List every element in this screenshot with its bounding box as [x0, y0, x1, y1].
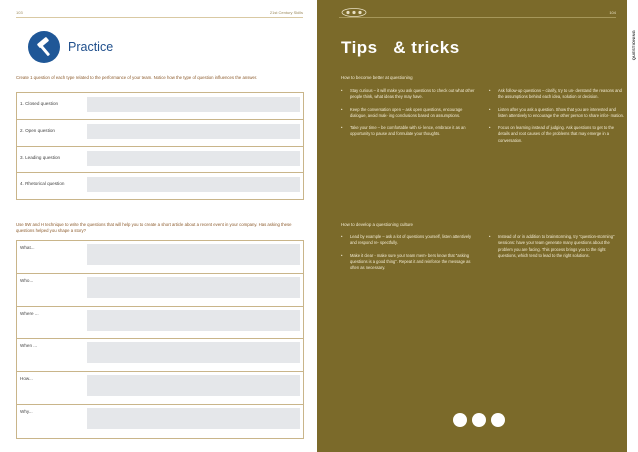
- right-page-number: 104: [609, 10, 616, 15]
- dot-icon: [453, 413, 467, 427]
- left-page-header: [16, 8, 303, 18]
- practice-title: Practice: [68, 40, 114, 54]
- answer-field[interactable]: [87, 124, 300, 139]
- answer-field[interactable]: [87, 310, 300, 331]
- answer-field[interactable]: [87, 97, 300, 112]
- wh-row: [17, 307, 303, 340]
- tips-title: Tips & tricks: [341, 38, 460, 57]
- tip-item: • Focus on learning instead of judging. Ask questions to get to the details and root causes of the problems that may emerge in a conversation.: [489, 125, 625, 144]
- decorative-dots: [453, 413, 507, 427]
- section-heading: How to develop a questioning culture: [341, 222, 414, 227]
- question-row: [17, 120, 303, 147]
- tips-column: [489, 234, 625, 265]
- tip-item: • Take your time – be comfortable with si- lence, embrace it as an opportunity to pause and formulate your thoughts.: [341, 125, 477, 138]
- wh-label: Where ...: [20, 310, 39, 316]
- wh-row: [17, 241, 303, 274]
- instruction-5w-h: Use 5W and H technique to write the questions that will help you to create a short article about a recent event in your company. Has asking these questions helped you shape a story?: [16, 222, 292, 233]
- wh-label: Who...: [20, 277, 34, 283]
- spine-tab: [627, 0, 638, 452]
- section-heading: How to become better at questioning: [341, 75, 413, 80]
- tip-item: • Keep the conversation open – ask open questions, encourage dialogue, avoid mak- ing conclusions based on assumptions.: [341, 107, 477, 120]
- question-label: 2. Open question: [20, 127, 55, 133]
- tips-column: [489, 88, 625, 150]
- wh-questions-table: [16, 240, 304, 439]
- answer-field[interactable]: [87, 408, 300, 429]
- wh-row: [17, 405, 303, 438]
- wh-row: [17, 339, 303, 372]
- tips-column: [341, 234, 477, 277]
- question-label: 4. Rhetorical question: [20, 181, 65, 187]
- tips-column: [341, 88, 477, 144]
- answer-field[interactable]: [87, 177, 300, 192]
- left-page-number: 103: [16, 10, 23, 15]
- tip-item: • Stay curious – it will make you ask questions to check out what other people think, what ideas they may have.: [341, 88, 477, 101]
- wh-label: When ...: [20, 343, 38, 349]
- question-row: [17, 173, 303, 200]
- dot-icon: [491, 413, 505, 427]
- answer-field[interactable]: [87, 277, 300, 298]
- question-types-table: [16, 92, 304, 200]
- tip-item: • Listen after you ask a question. Show that you are interested and listen attentively to encourage the other person to share infor- mation.: [489, 107, 625, 120]
- question-label: 3. Leading question: [20, 154, 61, 160]
- hammer-icon: [28, 31, 60, 63]
- tip-item: • Make it clear - make sure your team mem- bers know that "asking questions is a good thing". Repeat it and reinforce the message as often as necessary.: [341, 253, 477, 272]
- instruction-question-types: Create 1 question of each type related to the performance of your team. Notice how the type of question influences the answer.: [16, 75, 258, 80]
- question-row: [17, 147, 303, 174]
- question-label: 1. Closed question: [20, 101, 59, 106]
- question-row: [17, 93, 303, 120]
- wh-label: What...: [20, 245, 35, 250]
- right-page-header: [339, 8, 616, 18]
- left-page: [0, 0, 317, 452]
- wh-row: [17, 372, 303, 405]
- wh-label: How...: [20, 376, 33, 382]
- left-header-title: 21st Century Skills: [269, 10, 303, 15]
- publisher-logo-icon: [341, 8, 367, 17]
- wh-label: Why...: [20, 408, 33, 414]
- answer-field[interactable]: [87, 244, 300, 265]
- dot-icon: [472, 413, 486, 427]
- answer-field[interactable]: [87, 151, 300, 166]
- spine-label: QUESTIONING: [631, 30, 636, 61]
- tip-item: • Lead by example – ask a lot of questions yourself, listen attentively and respond re- spectfully.: [341, 234, 477, 247]
- tip-item: • Instead of or in addition to brainstorming, try "question-storming" sessions: have your team generate many questions about the problem you are facing. This process brings you to the right questions, which tend to lead to the right solutions.: [489, 234, 625, 259]
- tip-item: • Ask follow-up questions – clarify, try to un- derstand the reasons and the assumptions behind each idea, solution or decision.: [489, 88, 625, 101]
- answer-field[interactable]: [87, 375, 300, 396]
- right-page: [317, 0, 638, 452]
- wh-row: [17, 274, 303, 307]
- answer-field[interactable]: [87, 342, 300, 363]
